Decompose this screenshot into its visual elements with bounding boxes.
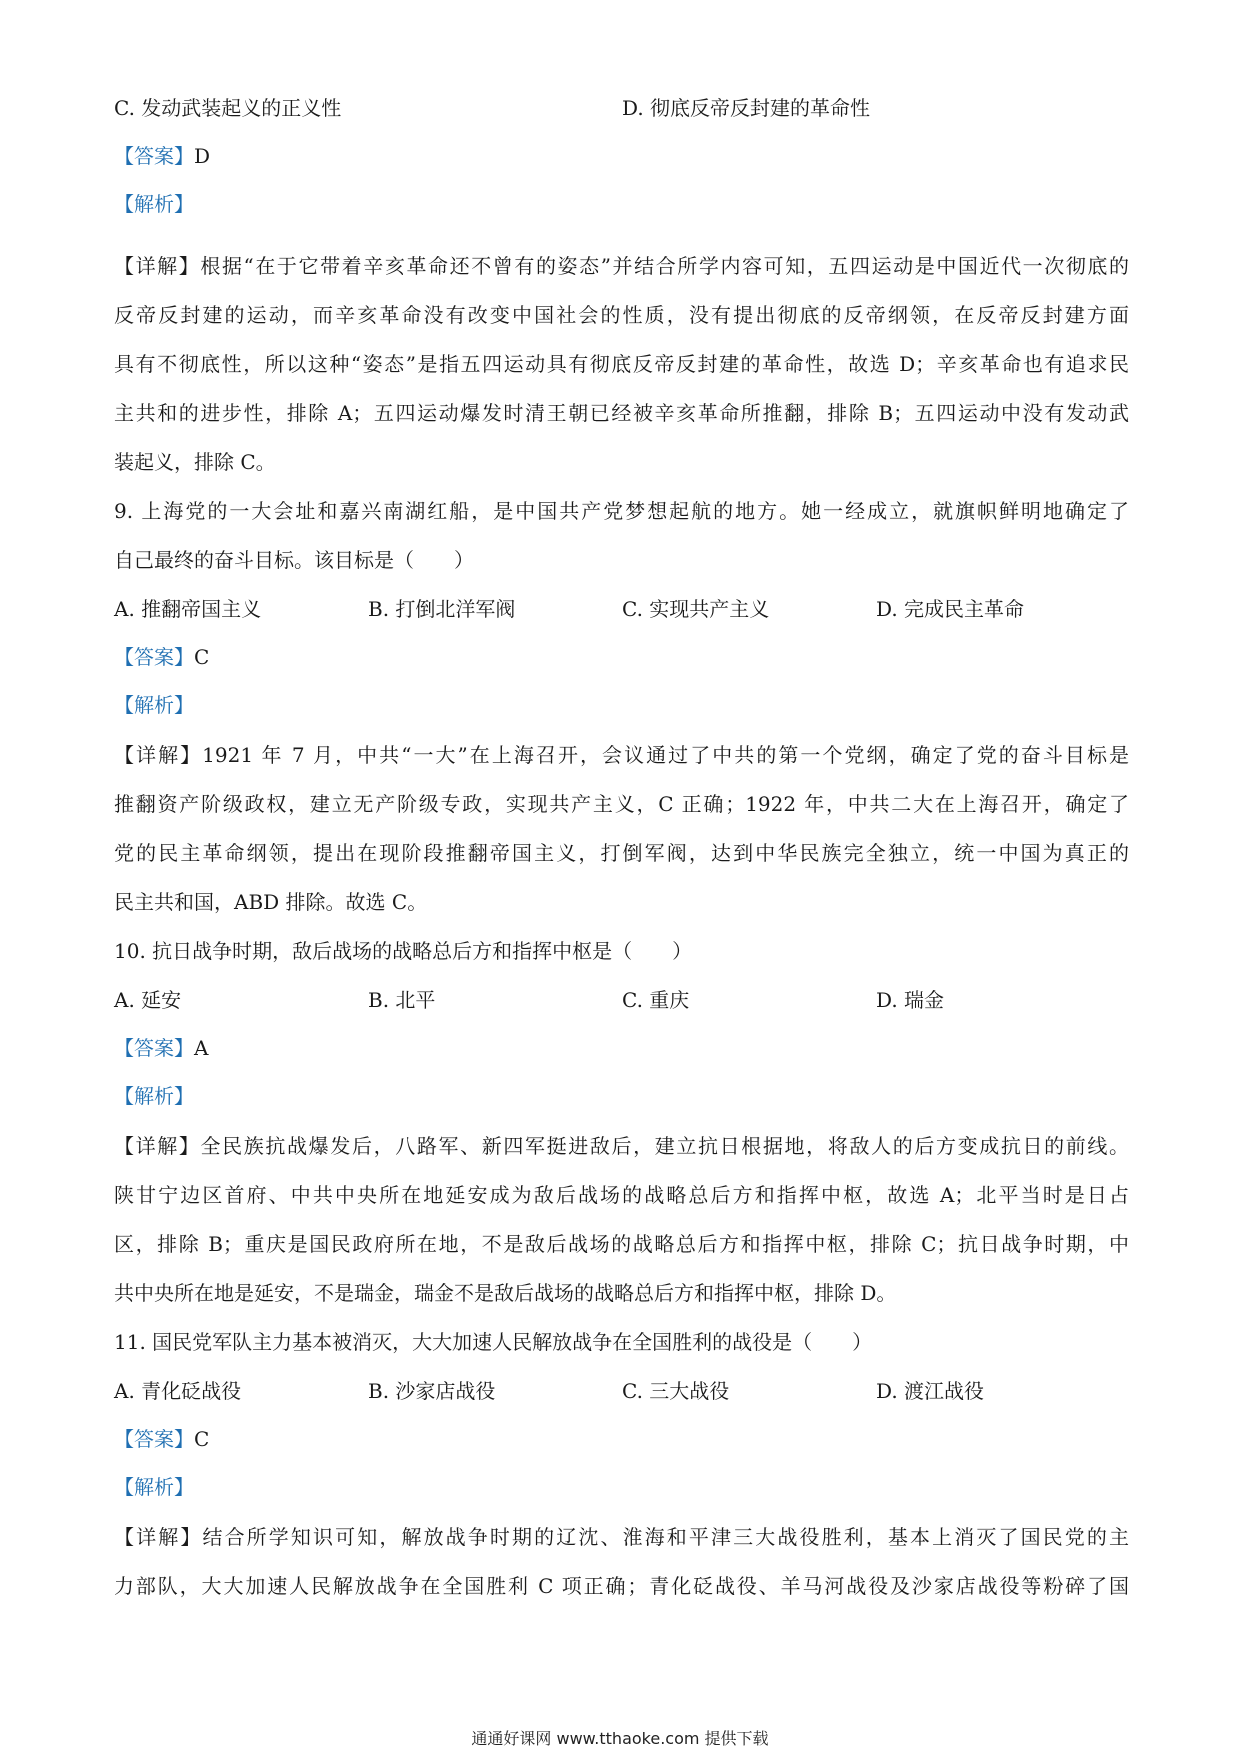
q10-option-c: C. 重庆 — [622, 988, 690, 1012]
answer-tag: 【答案】 — [114, 645, 194, 669]
detail-tag: 【详解】 — [114, 1134, 201, 1158]
q10-option-d: D. 瑞金 — [876, 988, 945, 1012]
q8-detail-line — [114, 252, 1129, 280]
q11-option-d: D. 渡江战役 — [876, 1379, 985, 1403]
q11-answer — [114, 1425, 209, 1453]
q10-answer — [114, 1034, 208, 1062]
page-footer: 通通好课网 www.tthaoke.com 提供下载 — [471, 1729, 769, 1748]
q10-option-a: A. 延安 — [114, 988, 182, 1012]
q9-option-c: C. 实现共产主义 — [622, 597, 770, 621]
analysis-tag: 【解析】 — [114, 1084, 194, 1108]
answer-tag: 【答案】 — [114, 144, 194, 168]
detail-text: 结合所学知识可知，解放战争时期的辽沈、淮海和平津三大战役胜利，基本上消灭了国民党的主 — [202, 1525, 1130, 1549]
q11-detail-line — [114, 1523, 1129, 1551]
analysis-tag: 【解析】 — [114, 1475, 194, 1499]
q9-detail-line — [114, 741, 1129, 769]
q10-detail-line: 共中央所在地是延安，不是瑞金，瑞金不是敌后战场的战略总后方和指挥中枢，排除 D。 — [114, 1281, 897, 1305]
detail-text: 根据“在于它带着辛亥革命还不曾有的姿态”并结合所学内容可知，五四运动是中国近代一次彻底的 — [200, 254, 1130, 278]
q9-analysis-heading — [114, 691, 194, 719]
q8-option-c: C. 发动武装起义的正义性 — [114, 96, 342, 120]
detail-text: 全民族抗战爆发后，八路军、新四军挺进敌后，建立抗日根据地，将敌人的后方变成抗日的前线。 — [200, 1134, 1130, 1158]
q8-option-d: D. 彻底反帝反封建的革命性 — [622, 96, 871, 120]
q11-option-a: A. 青化砭战役 — [114, 1379, 242, 1403]
q8-detail-line: 主共和的进步性，排除 A；五四运动爆发时清王朝已经被辛亥革命所推翻，排除 B；五四运动中没有发动武 — [114, 401, 1129, 425]
q8-analysis-heading — [114, 190, 194, 218]
answer-tag: 【答案】 — [114, 1427, 194, 1451]
q9-stem-line: 9. 上海党的一大会址和嘉兴南湖红船，是中国共产党梦想起航的地方。她一经成立，就旗帜鲜明地确定了 — [114, 499, 1129, 523]
q10-option-b: B. 北平 — [368, 988, 436, 1012]
answer-value: A — [194, 1036, 209, 1060]
q10-detail-line: 区，排除 B；重庆是国民政府所在地，不是敌后战场的战略总后方和指挥中枢，排除 C；抗日战争时期，中 — [114, 1232, 1129, 1256]
q10-analysis-heading — [114, 1082, 194, 1110]
q9-detail-line: 民主共和国，ABD 排除。故选 C。 — [114, 890, 428, 914]
q11-stem-line: 11. 国民党军队主力基本被消灭，大大加速人民解放战争在全国胜利的战役是（ ） — [114, 1330, 873, 1354]
q9-detail-line: 党的民主革命纲领，提出在现阶段推翻帝国主义，打倒军阀，达到中华民族完全独立，统一中国为真正的 — [114, 841, 1129, 865]
q8-detail-line: 装起义，排除 C。 — [114, 450, 276, 474]
answer-value: C — [194, 645, 210, 669]
detail-tag: 【详解】 — [114, 743, 203, 767]
q9-option-a: A. 推翻帝国主义 — [114, 597, 262, 621]
q8-answer — [114, 142, 210, 170]
q10-stem-line: 10. 抗日战争时期，敌后战场的战略总后方和指挥中枢是（ ） — [114, 939, 693, 963]
q11-analysis-heading — [114, 1473, 194, 1501]
q11-option-c: C. 三大战役 — [622, 1379, 730, 1403]
answer-value: C — [194, 1427, 210, 1451]
q11-option-b: B. 沙家店战役 — [368, 1379, 496, 1403]
q10-detail-line — [114, 1132, 1129, 1160]
q9-option-d: D. 完成民主革命 — [876, 597, 1025, 621]
detail-tag: 【详解】 — [114, 254, 201, 278]
q9-stem-line: 自己最终的奋斗目标。该目标是（ ） — [114, 548, 474, 572]
q10-detail-line: 陕甘宁边区首府、中共中央所在地延安成为敌后战场的战略总后方和指挥中枢，故选 A；北平当时是日占 — [114, 1183, 1129, 1207]
q8-detail-line: 反帝反封建的运动，而辛亥革命没有改变中国社会的性质，没有提出彻底的反帝纲领，在反帝反封建方面 — [114, 303, 1129, 327]
q8-detail-line: 具有不彻底性，所以这种“姿态”是指五四运动具有彻底反帝反封建的革命性，故选 D；辛亥革命也有追求民 — [114, 352, 1129, 376]
answer-value: D — [194, 144, 211, 168]
q9-detail-line: 推翻资产阶级政权，建立无产阶级专政，实现共产主义，C 正确；1922 年，中共二大在上海召开，确定了 — [114, 792, 1129, 816]
analysis-tag: 【解析】 — [114, 192, 194, 216]
q9-option-b: B. 打倒北洋军阀 — [368, 597, 516, 621]
answer-tag: 【答案】 — [114, 1036, 194, 1060]
analysis-tag: 【解析】 — [114, 693, 194, 717]
detail-text: 1921 年 7 月，中共“一大”在上海召开，会议通过了中共的第一个党纲，确定了党的奋斗目标是 — [202, 743, 1129, 767]
q9-answer — [114, 643, 209, 671]
detail-tag: 【详解】 — [114, 1525, 203, 1549]
q11-detail-line: 力部队，大大加速人民解放战争在全国胜利 C 项正确；青化砭战役、羊马河战役及沙家店战役等粉碎了国 — [114, 1574, 1129, 1598]
